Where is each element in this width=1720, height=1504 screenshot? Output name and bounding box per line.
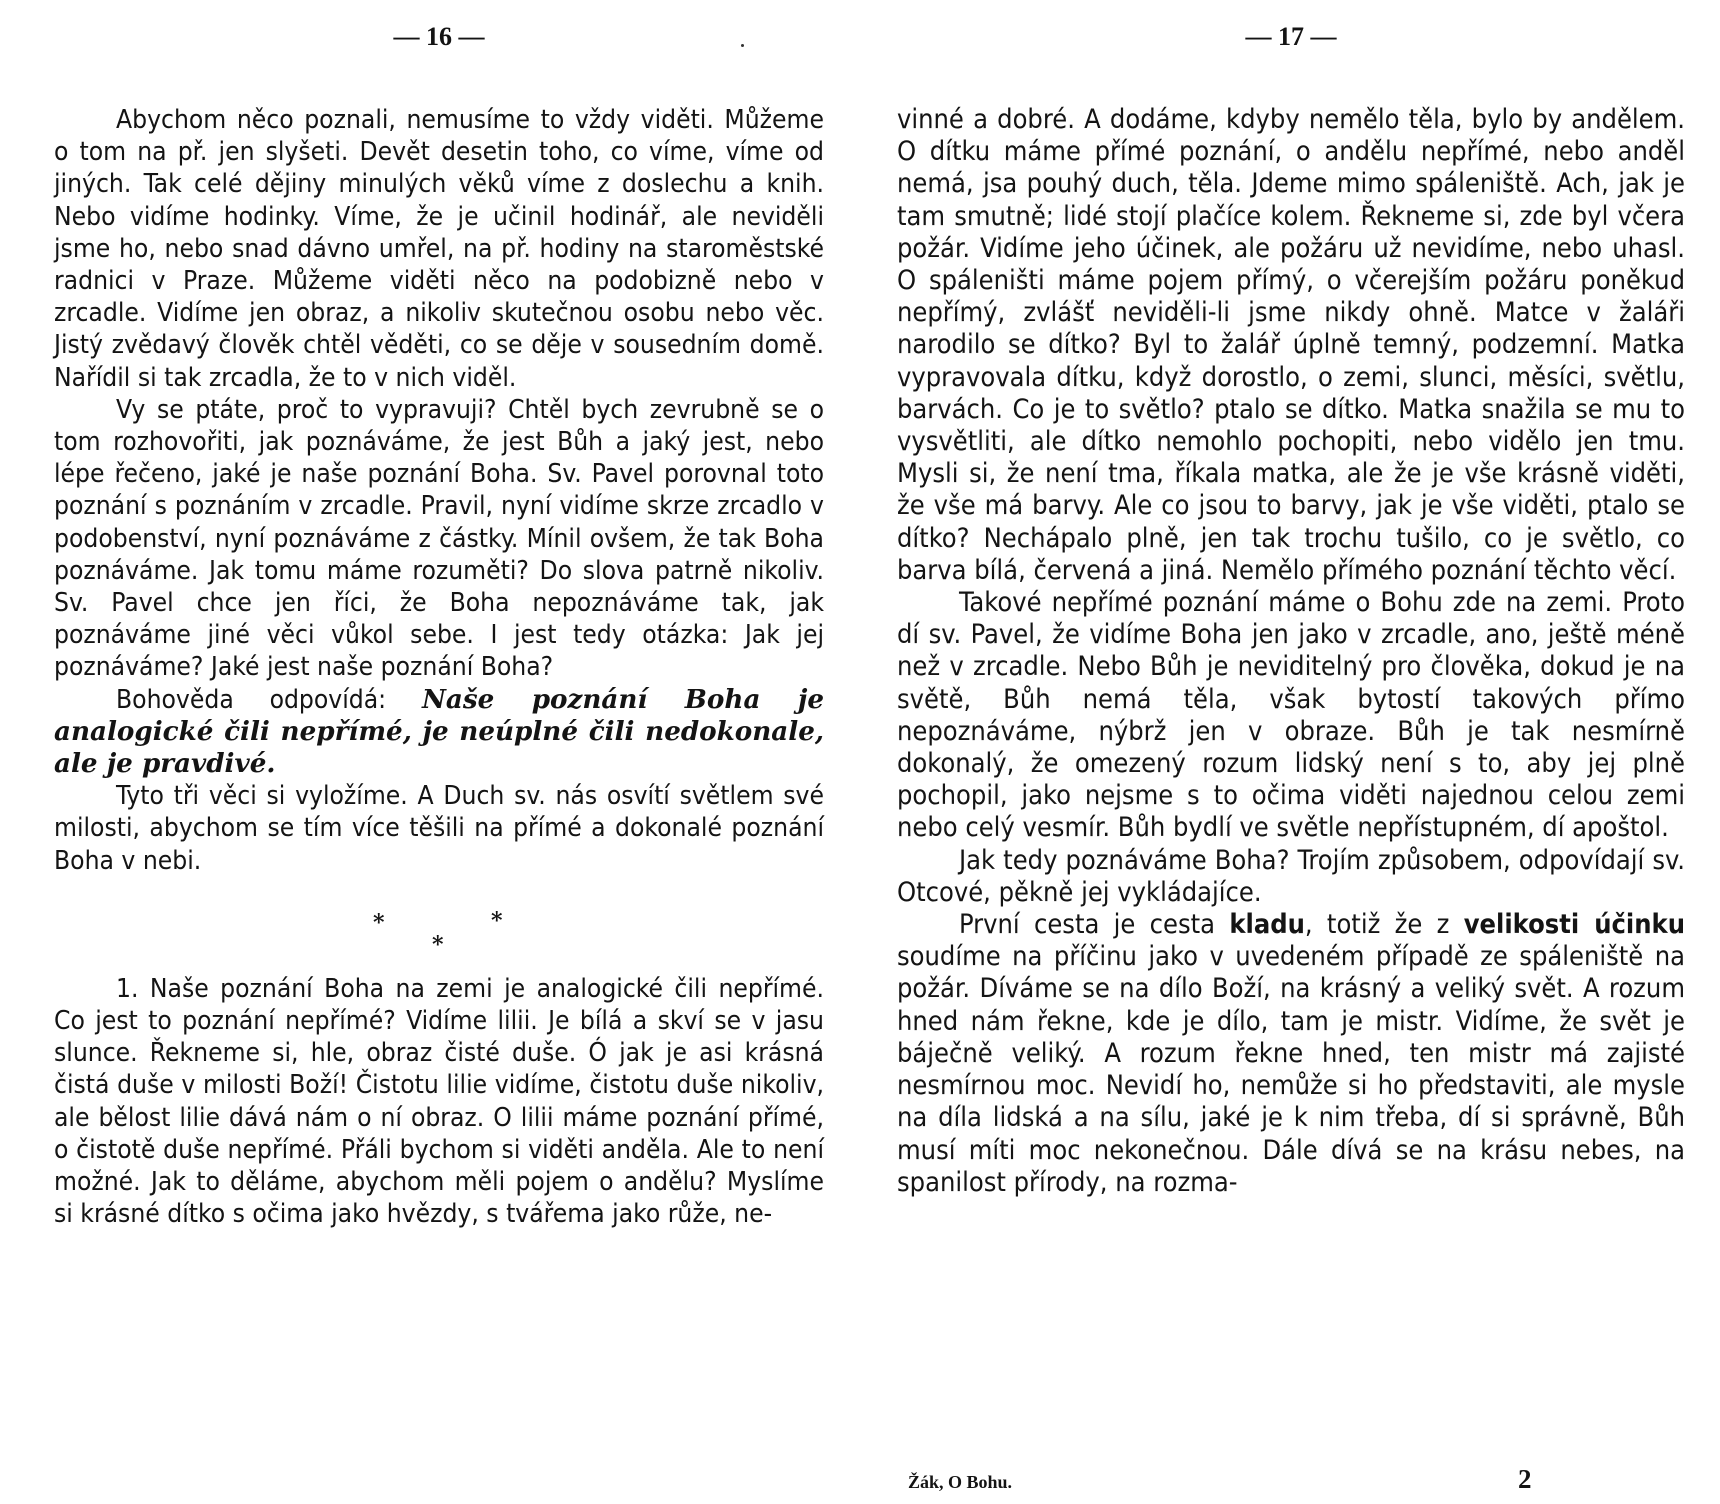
paragraph: Jak tedy poznáváme Boha? Trojím způsobem, odpovídají sv. Otcové, pěkně jej vykládajíce. xyxy=(897,844,1685,908)
right-page xyxy=(897,0,1685,1500)
section-divider xyxy=(54,877,824,973)
left-page-text xyxy=(54,104,824,1231)
left-page xyxy=(54,0,824,1500)
definition-emphasis: Naše poznání Boha je analogické čili nepřímé, je neúplné čili nedokonale, ale je pravdivé. xyxy=(54,683,824,780)
page-number-right: — 17 — xyxy=(1245,22,1337,51)
page-footer xyxy=(897,1464,1685,1504)
paragraph: Abychom něco poznali, nemusíme to vždy viděti. Můžeme o tom na př. jen slyšeti. Devět desetin toho, co víme, víme od jiných. Tak celé dějiny minulých věků víme z doslechu a knih. Nebo vidíme hodinky. Víme, že je učinil hodinář, ale neviděli jsme ho, nebo snad dávno umřel, na př. hodiny na staroměstské radnici v Praze. Můžeme viděti něco na podobizně nebo v zrcadle. Vidíme jen obraz, a nikoliv skutečnou osobu nebo věc. Jistý zvědavý člověk chtěl věděti, co se děje v sousedním domě. Nařídil si tak zrcadla, že to v nich viděl. xyxy=(54,105,824,393)
asterisk-ornament: * xyxy=(491,907,503,934)
paragraph-first-way xyxy=(897,909,1685,1199)
print-speck xyxy=(741,44,744,47)
sheet-number: 2 xyxy=(1518,1464,1532,1494)
paragraph: Takové nepřímé poznání máme o Bohu zde na zemi. Proto dí sv. Pavel, že vidíme Boha jen jako v zrcadle, ano, ještě méně než v zrcadle. Nebo Bůh je neviditelný pro člověka, dokud je na světě, Bůh nemá těla, však bytostí takových přímo nepoznáváme, nýbrž jen v obraze. Bůh je tak nesmírně dokonalý, že omezený rozum lidský není s to, aby jej plně pochopil, jako nejsme s to očima viděti najednou celou zemi nebo celý vesmír. Bůh bydlí ve světle nepřístupném, dí apoštol. xyxy=(897,587,1685,844)
text-run: , totiž že z xyxy=(1304,909,1464,941)
paragraph: Vy se ptáte, proč to vypravuji? Chtěl bych zevrubně se o tom rozhovořiti, jak poznáváme, že jest Bůh a jaký jest, nebo lépe řečeno, jaké je naše poznání Boha. Sv. Pavel porovnal toto poznání s poznáním v zrcadle. Pravil, nyní vidíme skrze zrcadlo v podobenství, nyní poznáváme z částky. Mínil ovšem, že tak Boha poznáváme. Jak tomu máme rozuměti? Do slova patrně nikoliv. Sv. Pavel chce jen říci, že Boha nepoznáváme tak, jak poznáváme jiné věci vůkol sebe. I jest tedy otázka: Jak jej poznáváme? Jaké jest naše poznání Boha? xyxy=(54,394,824,683)
text-run: soudíme na příčinu jako v uvedeném případě ze spáleniště na požár. Díváme se na dílo Boží, na krásný a veliký svět. A rozum hned nám řekne, kde je dílo, tam je mistr. Vidíme, že svět je báječně veliký. A rozum řekne hned, ten mistr má zajisté nesmírnou moc. Nevidí ho, nemůže si ho představiti, ale mysle na díla lidská a na sílu, jaké je k nim třeba, dí si správně, Bůh musí míti moc nekonečnou. Dále dívá se na krásu nebes, na spanilost přírody, na rozma- xyxy=(897,941,1685,1198)
asterisk-ornament: * xyxy=(432,931,444,958)
definition-paragraph xyxy=(54,684,824,781)
right-page-text xyxy=(897,104,1685,1199)
paragraph: Tyto tři věci si vyložíme. A Duch sv. nás osvítí světlem své milosti, abychom se tím více těšili na přímé a dokonalé poznání Boha v nebi. xyxy=(54,781,824,876)
definition-lead: Bohověda odpovídá: xyxy=(116,684,387,715)
page-number-left: — 16 — xyxy=(393,22,485,51)
asterisk-ornament: * xyxy=(373,909,385,936)
section-paragraph: 1. Naše poznání Boha na zemi je analogické čili nepřímé. Co jest to poznání nepřímé? Vidíme lilii. Je bílá a skví se v jasu slunce. Řekneme si, hle, obraz čisté duše. Ó jak je asi krásná čistá duše v milosti Boží! Čistotu lilie vidíme, čistotu duše nikoliv, ale bělost lilie dává nám o ní obraz. O lilii máme poznání přímé, o čistotě duše nepřímé. Přáli bychom si viděti anděla. Ale to není možné. Jak to děláme, abychom měli pojem o andělu? Myslíme si krásné dítko s očima jako hvězdy, s tvářema jako růže, ne- xyxy=(54,973,824,1230)
bold-term: kladu xyxy=(1229,909,1305,941)
signature-mark: Žák, O Bohu. xyxy=(908,1472,1013,1492)
bold-term: velikosti účinku xyxy=(1463,909,1685,941)
text-run: První cesta je cesta xyxy=(959,909,1230,941)
paragraph-continued: vinné a dobré. A dodáme, kdyby nemělo těla, bylo by andělem. O dítku máme přímé poznání, o andělu nepřímé, nebo anděl nemá, jsa pouhý duch, těla. Jdeme mimo spáleniště. Ach, jak je tam smutně; lidé stojí plačíce kolem. Řekneme si, zde byl včera požár. Vidíme jeho účinek, ale požáru už nevidíme, nebo uhasl. O spáleništi máme pojem přímý, o včerejším požáru poněkud nepřímý, zvlášť neviděli-li jsme nikdy ohně. Matce v žaláři narodilo se dítko? Byl to žalář úplně temný, podzemní. Matka vypravovala dítku, když dorostlo, o zemi, slunci, měsíci, světlu, barvách. Co je to světlo? ptalo se dítko. Matka snažila se mu to vysvětliti, ale dítko nemohlo pochopiti, nebo vidělo jen tmu. Mysli si, že není tma, říkala matka, ale že je vše krásně viděti, že vše má barvy. Ale co jsou to barvy, jak je vše viděti, ptalo se dítko? Nechápalo plně, jen tak trochu tušilo, co je světlo, co barva bílá, červená a jiná. Nemělo přímého poznání těchto věcí. xyxy=(897,104,1685,586)
